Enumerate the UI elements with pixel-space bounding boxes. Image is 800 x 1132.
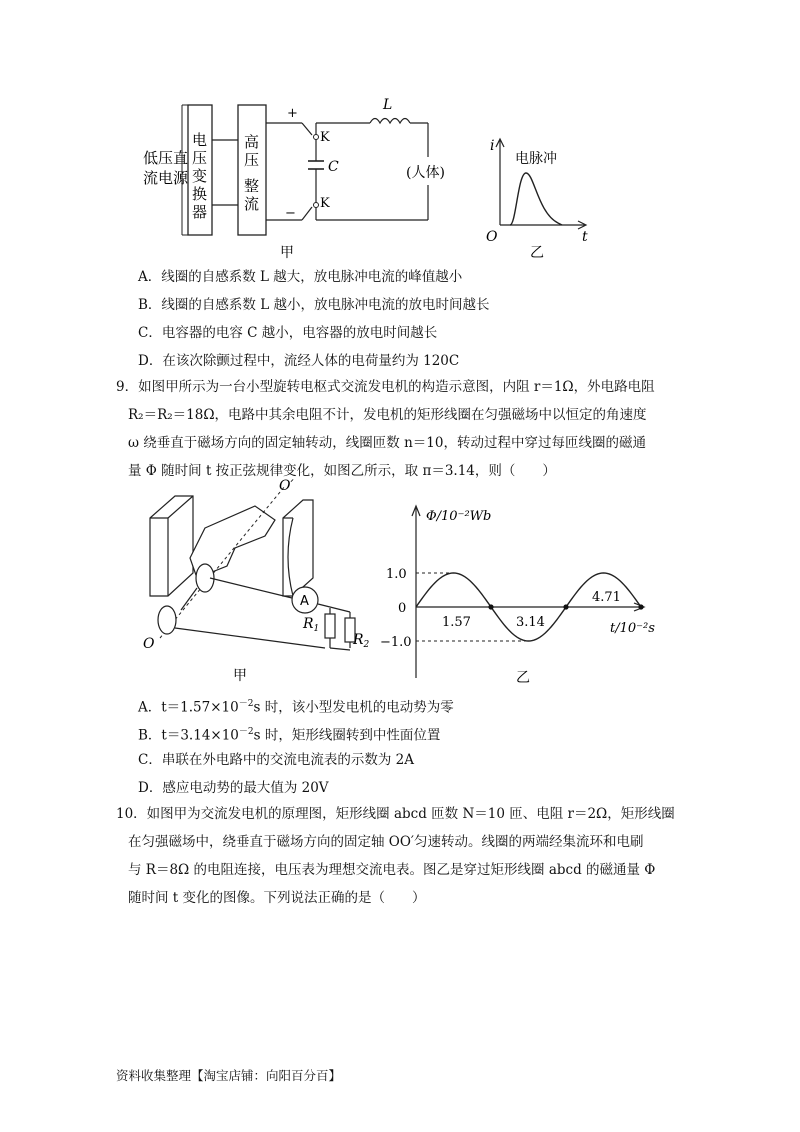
ammeter-label: A [300, 594, 309, 609]
pulse-curve [510, 173, 562, 225]
box2-char-3: 流 [244, 195, 260, 213]
box2-char-2: 整 [244, 177, 260, 195]
svg-text:R1 [302, 616, 319, 634]
graph-origin: O [486, 229, 498, 245]
q9-option-a-pre: A．t＝1.57×10 [138, 699, 239, 716]
zero-crossing-point-1 [488, 604, 493, 609]
rectifier-box [238, 105, 266, 235]
r2-sub: 2 [363, 640, 370, 650]
q9-stem-line2: R₂＝R₂＝18Ω，电路中其余电阻不计，发电机的矩形线圈在匀强磁场中以恒定的角速度 [128, 407, 647, 423]
source-label-line2: 流电源 [143, 169, 189, 187]
switch-k-top: K [320, 130, 330, 145]
q9-option-b [138, 722, 440, 746]
y-axis-label: Φ/10⁻²Wb [426, 509, 492, 524]
r2-label: R [353, 632, 364, 648]
box2-char-1: 压 [244, 151, 260, 169]
q10-stem-line1: 10．如图甲为交流发电机的原理图，矩形线圈 abcd 匝数 N＝10 匝、电阻 r＝2Ω，矩形线圈 [116, 806, 675, 822]
minus-sign: − [285, 206, 296, 221]
x-tick-2: 3.14 [516, 615, 545, 630]
plus-sign: + [287, 106, 298, 121]
q9-stem-line4: 量 Φ 随时间 t 按正弦规律变化，如图乙所示，取 π＝3.14，则（ ） [128, 463, 556, 479]
box2-char-0: 高 [244, 133, 260, 151]
q8-option-a: A．线圈的自感系数 L 越大，放电脉冲电流的峰值越小 [138, 269, 463, 285]
axis-label-bottom: O [143, 636, 155, 652]
caption-yi-q9: 乙 [516, 670, 530, 686]
q10-stem-line3: 与 R＝8Ω 的电阻连接，电压表为理想交流电表。图乙是穿过矩形线圈 abcd 的磁通量 Φ [128, 862, 656, 878]
caption-jia-fig1: 甲 [280, 245, 294, 261]
q8-option-b: B．线圈的自感系数 L 越小，放电脉冲电流的放电时间越长 [138, 297, 490, 313]
x-tick-1: 1.57 [442, 615, 471, 630]
footer-note: 资料收集整理【淘宝店铺：向阳百分百】 [116, 1068, 342, 1083]
q9-stem-line3: ω 绕垂直于磁场方向的固定轴转动，线圈匝数 n＝10，转动过程中穿过每匝线圈的磁通 [128, 435, 646, 451]
capacitor-label: C [328, 159, 339, 175]
body-label: (人体) [406, 165, 445, 181]
graph-y-label: i [490, 138, 495, 154]
q9-option-b-post: s 时，矩形线圈转到中性面位置 [253, 727, 441, 744]
y-tick-pos: 1.0 [386, 567, 407, 582]
x-axis-label: t/10⁻²s [610, 621, 655, 636]
box1-char-3: 换 [192, 185, 208, 203]
source-label-line1: 低压直 [143, 149, 189, 167]
r1-label: R [303, 616, 314, 632]
zero-crossing-point-3 [638, 604, 643, 609]
svg-text:R2 [352, 632, 370, 650]
q9-option-b-sup: －2 [238, 727, 254, 737]
box1-char-4: 器 [192, 203, 208, 221]
axis-label-top: O′ [279, 478, 294, 494]
box1-char-0: 电 [192, 131, 208, 149]
caption-yi-fig1: 乙 [530, 245, 544, 261]
pulse-label: 电脉冲 [515, 151, 557, 167]
figure-flux-chart [380, 500, 660, 690]
q9-option-a-post: s 时，该小型发电机的电动势为零 [253, 699, 454, 716]
box1-char-2: 变 [192, 167, 208, 185]
x-tick-3: 4.71 [592, 590, 621, 605]
figure-generator-sketch [135, 478, 380, 688]
q9-option-a-sup: －2 [238, 699, 254, 709]
caption-jia-q9: 甲 [233, 668, 247, 684]
inductor-label: L [383, 97, 393, 113]
q8-option-d: D．在该次除颤过程中，流经人体的电荷量约为 120C [138, 353, 460, 369]
zero-crossing-point-2 [563, 604, 568, 609]
resistor-r1 [325, 614, 335, 638]
q9-option-d: D．感应电动势的最大值为 20V [138, 780, 329, 796]
switch-k-bottom: K [320, 196, 330, 211]
q9-stem-line1: 9．如图甲所示为一台小型旋转电枢式交流发电机的构造示意图，内阻 r＝1Ω，外电路电阻 [116, 379, 655, 395]
q9-option-b-pre: B．t＝3.14×10 [138, 727, 239, 744]
q8-option-c: C．电容器的电容 C 越小，电容器的放电时间越长 [138, 325, 438, 341]
graph-x-label: t [582, 229, 588, 245]
y-tick-neg: −1.0 [380, 635, 412, 650]
q10-stem-line2: 在匀强磁场中，绕垂直于磁场方向的固定轴 OO′匀速转动。线圈的两端经集流环和电刷 [128, 834, 644, 850]
q9-option-c: C．串联在外电路中的交流电流表的示数为 2A [138, 752, 414, 768]
y-tick-zero: 0 [398, 601, 407, 616]
inductor-coil [370, 119, 410, 124]
q10-stem-line4: 随时间 t 变化的图像。下列说法正确的是（ ） [128, 890, 426, 906]
r1-sub: 1 [313, 624, 320, 634]
box1-char-1: 压 [192, 149, 208, 167]
figure-defibrillator-circuit [130, 95, 610, 270]
q9-option-a [138, 694, 454, 718]
